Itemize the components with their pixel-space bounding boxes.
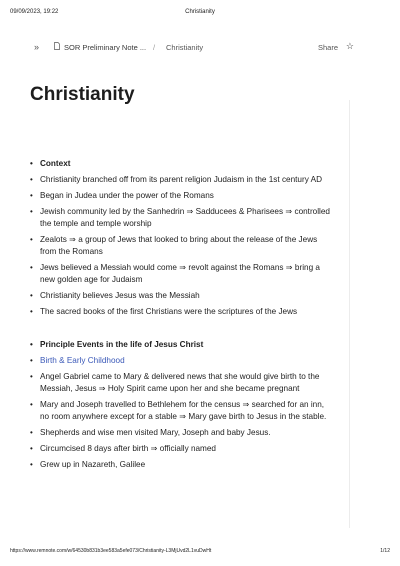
list-item[interactable]: • Jews believed a Messiah would come ⇒ revolt against the Romans ⇒ bring a new golden age for Judaism	[30, 263, 320, 284]
list-item[interactable]: • The sacred books of the first Christians were the scriptures of the Jews	[30, 307, 298, 316]
document-icon	[54, 42, 60, 50]
right-divider	[349, 100, 350, 528]
list-item[interactable]: • Circumcised 8 days after birth ⇒ officially named	[30, 444, 216, 453]
section-gap	[30, 322, 330, 339]
star-icon[interactable]: ☆	[345, 41, 354, 51]
list-item[interactable]: • Christianity believes Jesus was the Messiah	[30, 291, 200, 300]
list-item[interactable]: • Christianity branched off from its parent religion Judaism in the 1st century AD	[30, 175, 322, 184]
section-heading-events[interactable]: • Principle Events in the life of Jesus Christ	[30, 340, 204, 349]
list-item[interactable]: • Jewish community led by the Sanhedrin ⇒ Sadducees & Pharisees ⇒ controlled the temple and temple worship	[30, 207, 330, 228]
section-heading-context[interactable]: • Context	[30, 159, 71, 168]
print-title: Christianity	[185, 9, 215, 15]
birth-early-childhood-link[interactable]: • Birth & Early Childhood	[30, 356, 125, 365]
list-item[interactable]: • Angel Gabriel came to Mary & delivered news that she would give birth to the Messiah, Jesus ⇒ Holy Spirit came upon her and she became pregnant	[30, 372, 320, 393]
list-item[interactable]: • Zealots ⇒ a group of Jews that looked to bring about the release of the Jews from the Romans	[30, 235, 318, 256]
print-date: 09/09/2023, 19:22	[10, 9, 59, 15]
list-item[interactable]: • Shepherds and wise men visited Mary, Joseph and baby Jesus.	[30, 428, 271, 437]
list-item[interactable]: • Mary and Joseph travelled to Bethlehem for the census ⇒ searched for an inn, no room anywhere except for a stable ⇒ Mary gave birth to Jesus in the stable.	[30, 400, 327, 421]
chevrons-right-icon[interactable]: »	[34, 42, 40, 52]
page-number: 1/12	[380, 548, 390, 554]
breadcrumb-current[interactable]: Christianity	[166, 43, 204, 52]
print-url: https://www.remnote.com/w/64530b831b3ee583a5efe073/Christianity-L3MjUvd2L1vuDwHt	[10, 548, 212, 554]
document-body	[30, 158, 330, 475]
breadcrumb-separator: /	[153, 43, 156, 52]
list-item[interactable]: • Grew up in Nazareth, Galilee	[30, 460, 146, 469]
page-title: Christianity	[30, 84, 135, 105]
document-topbar	[30, 40, 354, 58]
list-item[interactable]: • Began in Judea under the power of the Romans	[30, 191, 214, 200]
share-button[interactable]: Share	[317, 43, 338, 52]
breadcrumb-parent[interactable]: SOR Preliminary Note ...	[64, 43, 147, 52]
